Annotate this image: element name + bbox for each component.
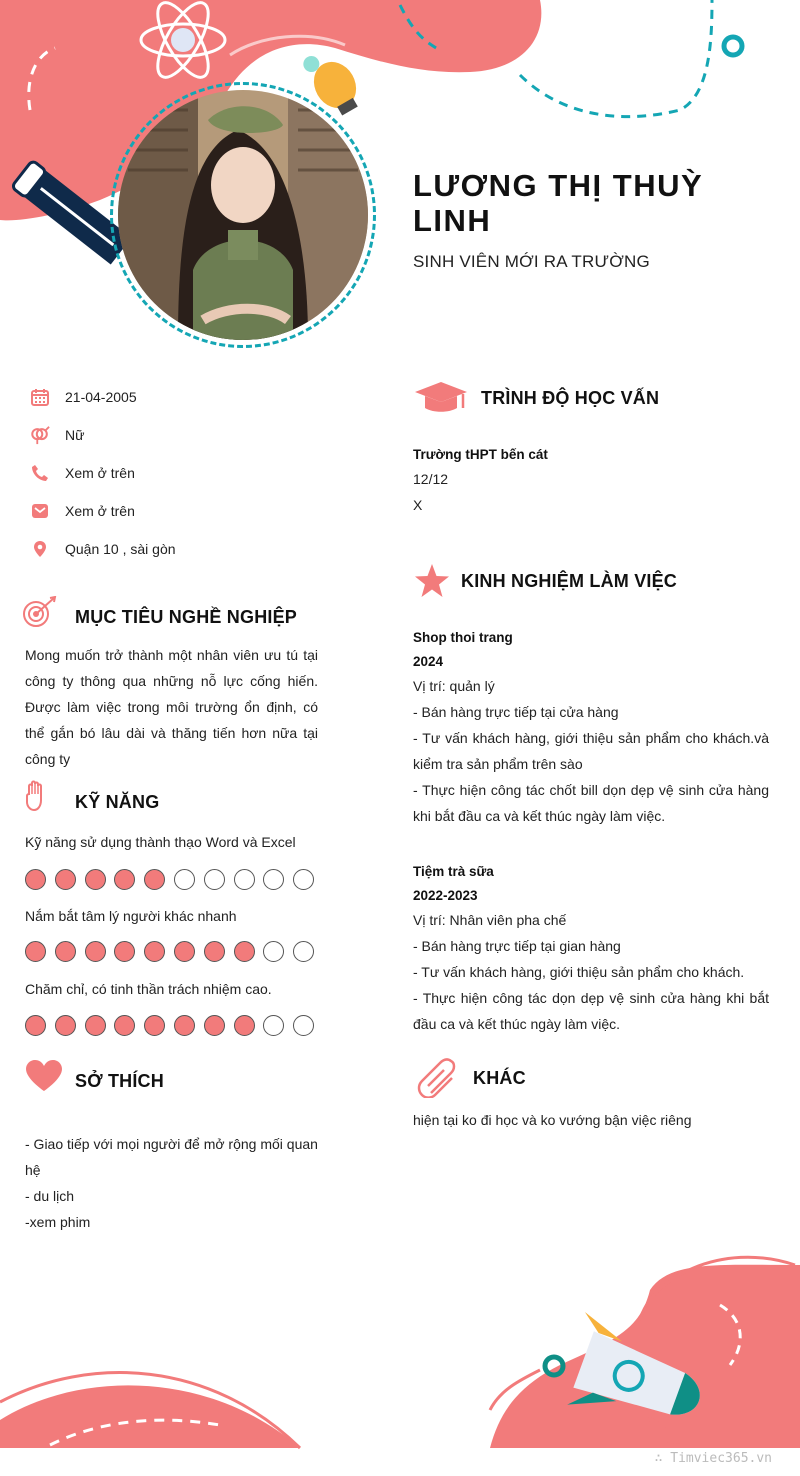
other-text: hiện tại ko đi học và ko vướng bận việc riêng — [413, 1112, 692, 1128]
rating-dot-empty — [263, 869, 284, 890]
rating-dot-filled — [144, 941, 165, 962]
address-text: Quận 10 , sài gòn — [65, 541, 176, 557]
phone-icon — [30, 463, 50, 483]
rating-dot-empty — [293, 869, 314, 890]
gender-icon — [30, 425, 50, 445]
rating-dot-filled — [85, 869, 106, 890]
phone-text: Xem ở trên — [65, 465, 135, 481]
rating-dot-filled — [144, 1015, 165, 1036]
rating-dot-filled — [25, 869, 46, 890]
job-line: - Tư vấn khách hàng, giới thiệu sản phẩm cho khách. — [413, 964, 745, 980]
rating-dot-filled — [114, 941, 135, 962]
rating-dot-filled — [174, 941, 195, 962]
skill-rating — [25, 1015, 323, 1036]
gender-text: Nữ — [65, 427, 85, 443]
rating-dot-empty — [263, 941, 284, 962]
avatar — [118, 90, 368, 340]
rating-dot-empty — [293, 1015, 314, 1036]
rating-dot-filled — [55, 869, 76, 890]
skill-rating — [25, 941, 323, 962]
job-company: Tiệm trà sữa — [413, 864, 494, 879]
hobbies-list — [25, 1131, 325, 1235]
brand-text: Timviec365.vn — [670, 1451, 772, 1466]
objective-text: Mong muốn trở thành một nhân viên ưu tú tại công ty thông qua những nỗ lực cống hiến. Được làm việc trong môi trường ổn định, có thể gắn bó lâu dài và thăng tiến hơn nữa tại công ty — [25, 647, 318, 767]
job-line: - Bán hàng trực tiếp tại gian hàng — [413, 938, 621, 954]
rating-dot-filled — [114, 1015, 135, 1036]
rating-dot-filled — [204, 941, 225, 962]
heart-icon — [25, 1060, 63, 1092]
skills-title: KỸ NĂNG — [75, 792, 160, 812]
rating-dot-filled — [234, 1015, 255, 1036]
hobbies-title: SỞ THÍCH — [75, 1071, 164, 1091]
birthday-text: 21-04-2005 — [65, 389, 137, 405]
contact-birthday — [30, 387, 137, 407]
skill-label: Kỹ năng sử dụng thành thạo Word và Excel — [25, 834, 296, 850]
job-title: SINH VIÊN MỚI RA TRƯỜNG — [413, 252, 650, 271]
rating-dot-filled — [85, 941, 106, 962]
rating-dot-empty — [174, 869, 195, 890]
school-grade: 12/12 — [413, 471, 449, 487]
footer-brand: ∴ Timviec365.vn — [654, 1451, 772, 1466]
job-description — [413, 907, 769, 1037]
rating-dot-filled — [144, 869, 165, 890]
rating-dot-filled — [114, 869, 135, 890]
education-title: TRÌNH ĐỘ HỌC VẤN — [481, 388, 660, 408]
rating-dot-empty — [293, 941, 314, 962]
experience-title: KINH NGHIỆM LÀM VIỆC — [461, 571, 678, 591]
hand-icon — [24, 780, 48, 812]
rating-dot-filled — [55, 941, 76, 962]
contact-address — [30, 539, 176, 559]
rating-dot-filled — [204, 1015, 225, 1036]
job-line: - Bán hàng trực tiếp tại cửa hàng — [413, 704, 619, 720]
job-line: - Thực hiện công tác dọn dẹp vệ sinh cửa hàng khi bắt đầu ca và kết thúc ngày làm việc. — [413, 990, 769, 1032]
star-icon — [414, 564, 450, 598]
school-name: Trường tHPT bến cát — [413, 447, 548, 462]
rating-dot-empty — [263, 1015, 284, 1036]
rating-dot-empty — [234, 869, 255, 890]
contact-email — [30, 501, 135, 521]
bottom-left-blob — [0, 1385, 300, 1448]
skill-label: Nắm bắt tâm lý người khác nhanh — [25, 908, 237, 924]
job-description — [413, 673, 769, 829]
full-name: LƯƠNG THỊ THUỲ LINH — [413, 168, 704, 238]
rating-dot-empty — [204, 869, 225, 890]
email-text: Xem ở trên — [65, 503, 135, 519]
job-time: 2022-2023 — [413, 888, 478, 903]
rating-dot-filled — [55, 1015, 76, 1036]
school-note: X — [413, 497, 423, 513]
job-line: Vị trí: Nhân viên pha chế — [413, 912, 567, 928]
rating-dot-filled — [234, 941, 255, 962]
hobby-item: - du lịch — [25, 1188, 75, 1204]
teal-ring-icon — [724, 37, 742, 55]
skill-rating — [25, 869, 323, 890]
graduation-cap-icon — [413, 380, 469, 414]
location-pin-icon — [30, 539, 50, 559]
calendar-icon — [30, 387, 50, 407]
other-title: KHÁC — [473, 1068, 526, 1088]
rating-dot-filled — [25, 1015, 46, 1036]
contact-phone — [30, 463, 135, 483]
job-time: 2024 — [413, 654, 444, 669]
rating-dot-filled — [85, 1015, 106, 1036]
email-icon — [30, 501, 50, 521]
contact-gender — [30, 425, 84, 445]
skill-label: Chăm chỉ, có tinh thần trách nhiệm cao. — [25, 981, 272, 997]
job-line: - Thực hiện công tác chốt bill dọn dẹp vệ sinh cửa hàng khi bắt đầu ca và kết thúc ngày làm việc. — [413, 782, 769, 824]
job-line: Vị trí: quản lý — [413, 678, 495, 694]
rating-dot-filled — [174, 1015, 195, 1036]
paperclip-icon — [416, 1058, 458, 1098]
rating-dot-filled — [25, 941, 46, 962]
job-company: Shop thoi trang — [413, 630, 513, 645]
hobby-item: - Giao tiếp với mọi người để mở rộng mối quan hệ — [25, 1136, 318, 1178]
target-icon — [22, 596, 58, 628]
hobby-item: -xem phim — [25, 1214, 91, 1230]
objective-title: MỤC TIÊU NGHỀ NGHIỆP — [75, 607, 298, 627]
job-line: - Tư vấn khách hàng, giới thiệu sản phẩm cho khách.và kiểm tra sản phẩm trên sào — [413, 730, 769, 772]
